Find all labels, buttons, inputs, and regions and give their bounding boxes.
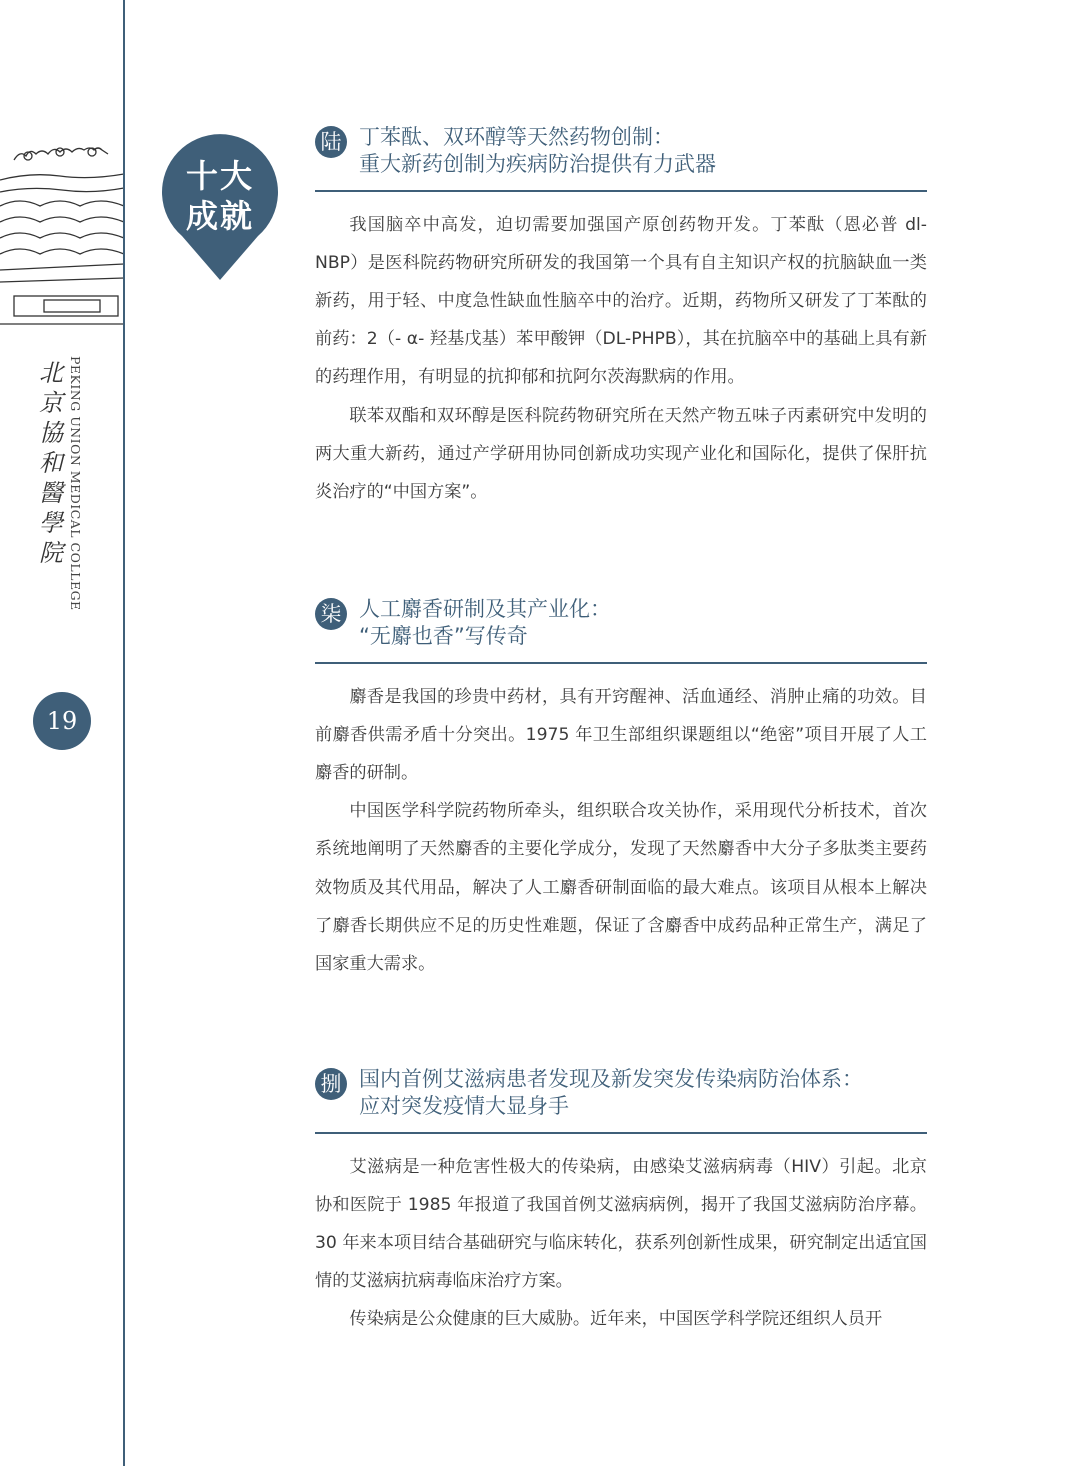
sidebar-divider [123, 0, 125, 1466]
section-title-line2: 重大新药创制为疾病防治提供有力武器 [359, 152, 716, 176]
section-paragraph: 中国医学科学院药物所牵头，组织联合攻关协作，采用现代分析技术，首次系统地阐明了天然麝香的主要化学成分，发现了天然麝香中大分子多肽类主要药效物质及其代用品，解决了人工麝香研制面临的最大难点。该项目从根本上解决了麝香长期供应不足的历史性难题，保证了含麝香中成药品种正常生产，满足了国家重大需求。 [315, 801, 927, 974]
palace-roof-illustration [0, 140, 124, 330]
section-paragraph: 我国脑卒中高发，迫切需要加强国产原创药物开发。丁苯酞（恩必普 dl-NBP）是医科院药物研究所研发的我国第一个具有自主知识产权的抗脑缺血一类新药，用于轻、中度急性缺血性脑卒中的治疗。近期，药物所又研发了丁苯酞的前药：2（- α- 羟基戊基）苯甲酸钾（DL-PHPB），其在抗脑卒中的基础上具有新的药理作用，有明显的抗抑郁和抗阿尔茨海默病的作用。 [315, 214, 927, 388]
section-heading [315, 124, 927, 178]
section-title-line1: 丁苯酞、双环醇等天然药物创制： [359, 125, 674, 149]
section-heading [315, 596, 927, 650]
badge-line2: 成就 [185, 197, 254, 235]
section-title-line2: 应对突发疫情大显身手 [359, 1094, 569, 1118]
section-divider [315, 190, 927, 192]
page-number: 19 [33, 692, 91, 750]
section-title-line1: 人工麝香研制及其产业化： [359, 597, 611, 621]
school-name-chinese: 北京協和醫學院 [39, 359, 63, 567]
section-8 [315, 1066, 927, 1339]
section-title-line1: 国内首例艾滋病患者发现及新发突发传染病防治体系： [359, 1067, 863, 1091]
badge-line1: 十大 [185, 157, 254, 195]
section-7 [315, 596, 927, 983]
badge-text [160, 156, 280, 236]
section-paragraph: 艾滋病是一种危害性极大的传染病，由感染艾滋病病毒（HIV）引起。北京协和医院于 1985 年报道了我国首例艾滋病病例，揭开了我国艾滋病防治序幕。30 年来本项目结合基础研究与临床转化，获系列创新性成果，研究制定出适宜国情的艾滋病抗病毒临床治疗方案。 [315, 1156, 927, 1292]
top-ten-achievements-badge [160, 128, 280, 280]
section-paragraph: 传染病是公众健康的巨大威胁。近年来，中国医学科学院还组织人员开 [349, 1309, 883, 1330]
numeral-6-icon: 陆 [315, 126, 347, 158]
section-6 [315, 124, 927, 511]
school-name-english: PEKING UNION MEDICAL COLLEGE [68, 356, 83, 611]
section-divider [315, 1132, 927, 1134]
section-title-line2: “无麝也香”写传奇 [359, 624, 528, 648]
section-heading [315, 1066, 927, 1120]
numeral-7-icon: 柒 [315, 598, 347, 630]
section-paragraph: 麝香是我国的珍贵中药材，具有开窍醒神、活血通经、消肿止痛的功效。目前麝香供需矛盾十分突出。1975 年卫生部组织课题组以“绝密”项目开展了人工麝香的研制。 [315, 686, 927, 783]
section-divider [315, 662, 927, 664]
numeral-8-icon: 捌 [315, 1068, 347, 1100]
sidebar [0, 0, 125, 1466]
section-paragraph: 联苯双酯和双环醇是医科院药物研究所在天然产物五味子丙素研究中发明的两大重大新药，通过产学研用协同创新成功实现产业化和国际化，提供了保肝抗炎治疗的“中国方案”。 [315, 405, 927, 502]
